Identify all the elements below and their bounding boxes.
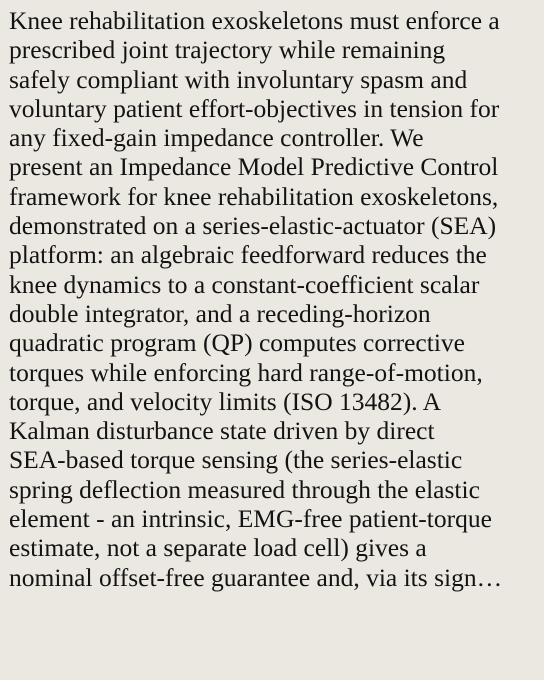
text-line: present an Impedance Model Predictive Control xyxy=(9,152,499,182)
text-line: torque, and velocity limits (ISO 13482). A xyxy=(9,386,442,416)
text-line: Knee rehabilitation exoskeletons must enforce a xyxy=(9,6,500,35)
text-line: torques while enforcing hard range-of-motion, xyxy=(9,357,483,387)
text-line: prescribed joint trajectory while remaining xyxy=(9,35,446,65)
text-line: demonstrated on a series-elastic-actuator (SEA) xyxy=(9,211,497,241)
text-line: knee dynamics to a constant-coefficient scalar xyxy=(9,269,480,299)
text-line: voluntary patient effort-objectives in tension for xyxy=(9,93,500,123)
text-line: platform: an algebraic feedforward reduces the xyxy=(9,240,487,270)
text-line: safely compliant with involuntary spasm and xyxy=(9,64,468,94)
text-line: nominal offset-free guarantee and, via its sign… xyxy=(9,562,503,592)
text-line: element - an intrinsic, EMG-free patient-torque xyxy=(9,504,492,534)
text-line: quadratic program (QP) computes corrective xyxy=(9,328,465,358)
text-line: any fixed-gain impedance controller. We xyxy=(9,123,424,153)
text-line: SEA-based torque sensing (the series-elastic xyxy=(9,445,463,475)
text-line: estimate, not a separate load cell) gives a xyxy=(9,533,427,563)
text-line: framework for knee rehabilitation exoskeletons, xyxy=(9,181,499,211)
text-line: Kalman disturbance state driven by direct xyxy=(9,416,435,446)
text-line: spring deflection measured through the elastic xyxy=(9,474,480,504)
text-line: double integrator, and a receding-horizon xyxy=(9,298,431,328)
